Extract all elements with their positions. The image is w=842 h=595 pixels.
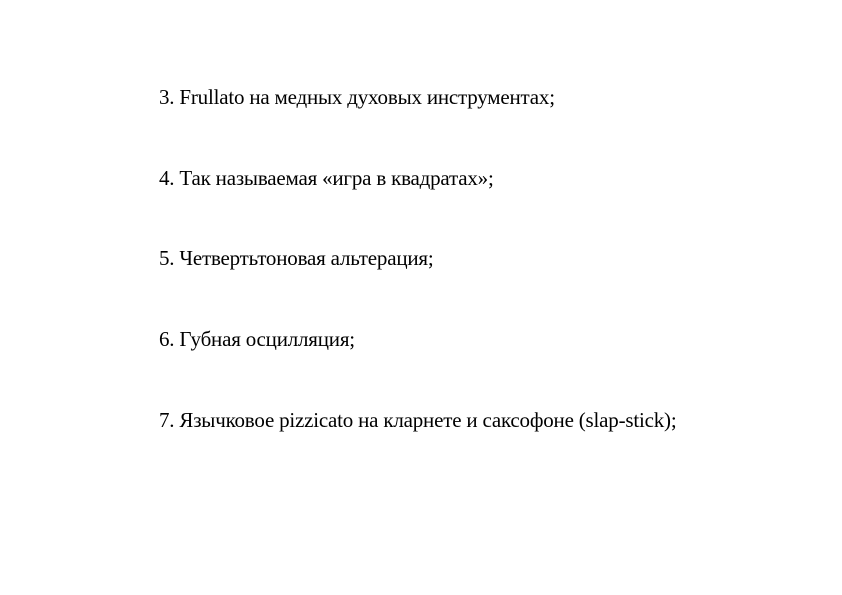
list-item-4: 4. Так называемая «игра в квадратах»;	[159, 166, 494, 190]
list-item-5: 5. Четвертьтоновая альтерация;	[159, 246, 434, 270]
list-item-7: 7. Язычковое pizzicato на кларнете и саксофоне (slap-stick);	[159, 408, 677, 432]
list-item-3: 3. Frullato на медных духовых инструментах;	[159, 85, 555, 109]
list-item-6: 6. Губная осцилляция;	[159, 327, 355, 351]
